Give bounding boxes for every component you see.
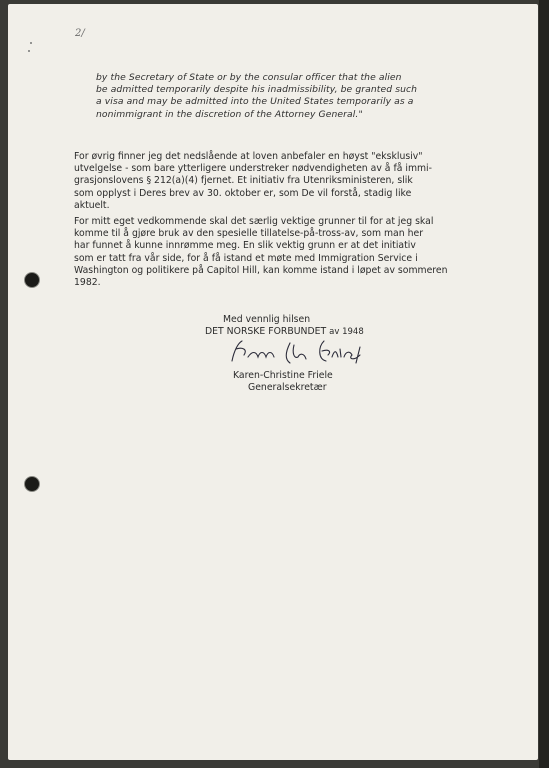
paragraph-eksklusiv — [74, 151, 514, 212]
handwritten-signature — [224, 337, 384, 369]
paragraph-line: som er tatt fra vår side, for å få istand et møte med Immigration Service i — [74, 252, 418, 264]
paragraph-initiativ — [74, 216, 514, 289]
quote-line: a visa and may be admitted into the United States temporarily as a — [96, 96, 414, 108]
quote-line: be admitted temporarily despite his inadmissibility, be granted such — [96, 84, 418, 96]
page-number: 2/ — [75, 28, 85, 39]
scan-edge — [539, 0, 549, 768]
paragraph-line: komme til å gjøre bruk av den spesielle tillatelse-på-tross-av, som man her — [74, 228, 424, 240]
signer-title: Generalsekretær — [248, 382, 327, 393]
organization-suffix: av 1948 — [329, 327, 364, 337]
organization-name: DET NORSKE FORBUNDET — [205, 326, 327, 337]
letter-closing — [205, 314, 425, 338]
punch-hole — [24, 272, 40, 288]
closing-greeting: Med vennlig hilsen — [223, 314, 311, 325]
paragraph-line: Washington og politikere på Capitol Hill, kan komme istand i løpet av sommeren — [74, 264, 448, 276]
quote-line: by the Secretary of State or by the consular officer that the alien — [96, 72, 402, 83]
quote-line: nonimmigrant in the discretion of the Attorney General." — [96, 108, 363, 120]
signer-name: Karen-Christine Friele — [233, 370, 333, 381]
quoted-law-text — [96, 72, 476, 121]
punch-hole — [24, 476, 40, 492]
paper-speck — [30, 42, 32, 44]
paper-speck — [28, 50, 30, 52]
paragraph-line: utvelgelse - som bare ytterligere understreker nødvendigheten av å få immi- — [74, 163, 432, 175]
paragraph-line: For øvrig finner jeg det nedslående at loven anbefaler en høyst "eksklusiv" — [74, 151, 423, 162]
paragraph-line: 1982. — [74, 277, 101, 289]
paragraph-line: har funnet å kunne innrømme meg. En slik vektig grunn er at det initiativ — [74, 240, 416, 252]
paragraph-line: aktuelt. — [74, 199, 110, 211]
paragraph-line: som opplyst i Deres brev av 30. oktober er, som De vil forstå, stadig like — [74, 187, 412, 199]
paragraph-line: For mitt eget vedkommende skal det særlig vektige grunner til for at jeg skal — [74, 216, 434, 227]
paragraph-line: grasjonslovens § 212(a)(4) fjernet. Et initiativ fra Utenriksministeren, slik — [74, 175, 413, 187]
